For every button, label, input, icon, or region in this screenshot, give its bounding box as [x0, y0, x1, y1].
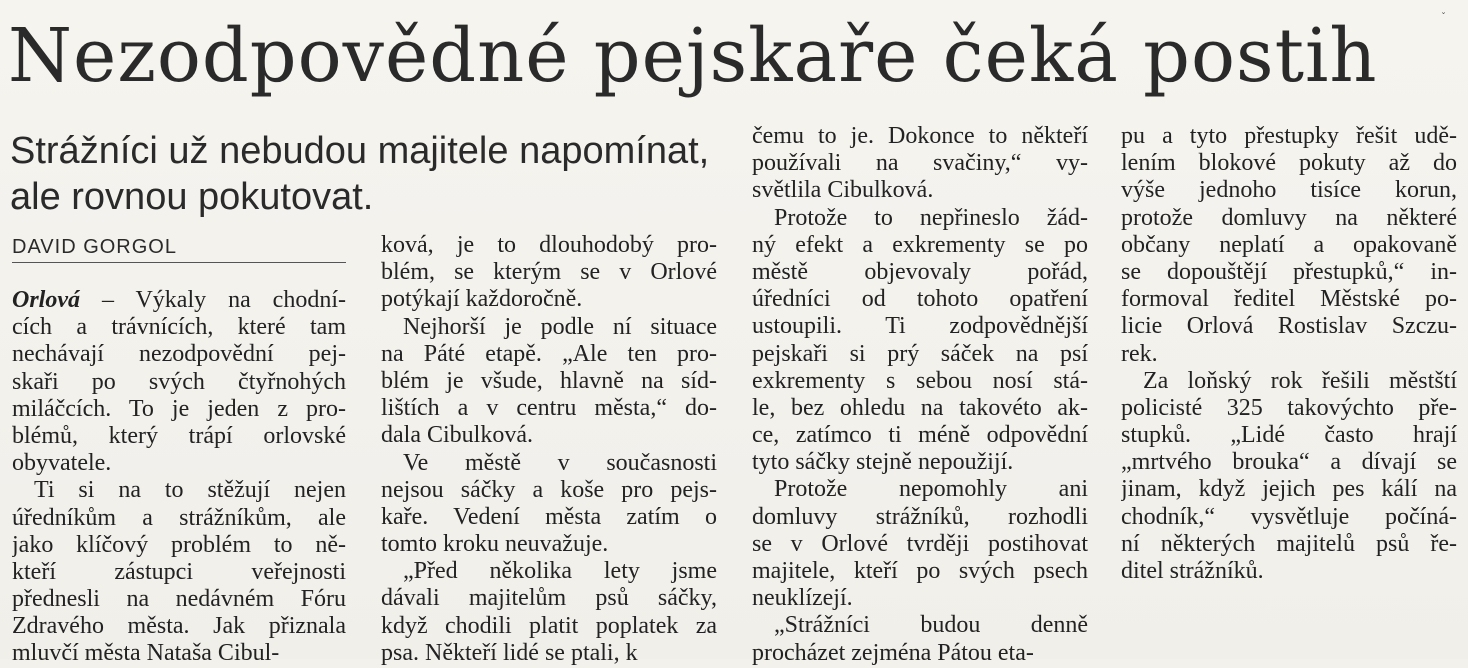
article-text-line: Protože nepomohly ani — [774, 476, 1088, 503]
article-text-line: „Před několika lety jsme — [403, 558, 717, 585]
article-text-line: „Strážníci budou denně — [774, 612, 1088, 639]
article-text-line: přednesli na nedávném Fóru — [12, 586, 346, 613]
article-text-line: Zdravého města. Jak přiznala — [12, 613, 346, 640]
article-text-line: úředníci od tohoto opatření — [752, 286, 1088, 313]
subtitle-line: Strážníci už nebudou majitele napomínat, — [10, 130, 710, 172]
article-text-line — [12, 287, 346, 314]
article-text-line: skaři po svých čtyřnohých — [12, 368, 346, 395]
article-text-line: „mrtvého brouka“ a dívají se — [1121, 449, 1457, 476]
article-text-line: protože domluvy na některé — [1121, 204, 1457, 231]
article-text-line: mluvčí města Nataša Cibul- — [12, 640, 280, 667]
article-text-line: neuklízejí. — [752, 585, 853, 612]
article-text-line: Protože to nepřineslo žád- — [774, 204, 1088, 231]
article-text-line: městě objevovaly pořád, — [752, 258, 1088, 285]
article-text-line: obyvatele. — [12, 450, 112, 477]
article-text-line: úředníkům a strážníkům, ale — [12, 504, 346, 531]
article-text-line: používali na svačiny,“ vy- — [752, 150, 1088, 177]
article-text-line: ditel strážníků. — [1121, 558, 1264, 584]
subtitle — [10, 128, 710, 220]
article-text-line: jinam, když jejich pes kálí na — [1121, 476, 1457, 503]
article-text-line: stupků. „Lidé často hrají — [1121, 422, 1457, 449]
subtitle-line: ale rovnou pokutovat. — [10, 176, 374, 218]
article-text-line: potýkají každoročně. — [381, 286, 583, 313]
article-text-line: na Páté etapě. „Ale ten pro- — [381, 340, 717, 367]
article-text-line: čemu to je. Dokonce to někteří — [752, 123, 1088, 149]
article-text-line: rek. — [1121, 340, 1158, 367]
article-text-line: tomto kroku neuvažuje. — [381, 531, 609, 558]
article-column-2 — [381, 232, 717, 667]
byline: DAVID GORGOL — [12, 234, 346, 263]
article-text-line: Ti si na to stěžují nejen — [34, 477, 346, 504]
article-text-line: nechávají nezodpovědní pej- — [12, 341, 346, 368]
article-text-line: ní některých majitelů psů ře- — [1121, 530, 1457, 557]
headline: Nezodpovědné pejskaře čeká postih — [8, 13, 1378, 99]
article-text-line: exkrementy s sebou nosí stá- — [752, 367, 1088, 394]
article-text-line: licie Orlová Rostislav Szczu- — [1121, 313, 1457, 340]
article-text-line: Nejhorší je podle ní situace — [403, 313, 717, 340]
article-text-line: psa. Někteří lidé se ptali, k — [381, 639, 638, 666]
article-text-line: ce, zatímco ti méně odpovědní — [752, 422, 1088, 449]
article-text-line: Za loňský rok řešili městští — [1143, 367, 1457, 394]
article-text-line: pu a tyto přestupky řešit udě- — [1121, 123, 1457, 149]
article-text-line: lištích a v centru města,“ do- — [381, 395, 717, 422]
article-text-line: se dopouštějí přestupků,“ in- — [1121, 258, 1457, 285]
article-text-fragment: – Výkaly na chodní- — [101, 287, 346, 313]
article-text-line: procházet zejména Pátou eta- — [752, 639, 1034, 666]
article-text-line: jako klíčový problém to ně- — [12, 531, 346, 558]
article-text-line: světlila Cibulková. — [752, 177, 934, 204]
article-text-line: domluvy strážníků, rozhodli — [752, 503, 1088, 530]
article-text-line: blém, se kterým se v Orlové — [381, 259, 717, 286]
article-column-3 — [752, 123, 1088, 667]
article-text-line: le, bez ohledu na takovéto ak- — [752, 394, 1088, 421]
article-text-line: policisté 325 takovýchto pře- — [1121, 394, 1457, 421]
article-text-line: ný efekt a exkrementy se po — [752, 231, 1088, 258]
article-text-line: pejskaři si prý sáček na psí — [752, 340, 1088, 367]
article-text-line: cích a trávnících, které tam — [12, 314, 346, 341]
article-text-line: formoval ředitel Městské po- — [1121, 286, 1457, 313]
article-text-line: dala Cibulková. — [381, 422, 533, 449]
article-text-line: majitele, kteří po svých psech — [752, 558, 1088, 584]
article-text-line: chodník,“ vysvětluje počíná- — [1121, 503, 1457, 530]
article-column-4 — [1121, 123, 1457, 585]
article-text-line: lením blokové pokuty až do — [1121, 150, 1457, 177]
article-text-line: blém je všude, hlavně na síd- — [381, 367, 717, 394]
article-text-line: občany neplatí a opakovaně — [1121, 231, 1457, 258]
dateline: Orlová — [12, 287, 80, 313]
article-column-1 — [12, 287, 346, 668]
article-text-line: miláčcích. To je jeden z pro- — [12, 395, 346, 422]
article-text-line: nejsou sáčky a koše pro pejs- — [381, 476, 717, 503]
article-text-line: tyto sáčky stejně nepoužijí. — [752, 449, 1014, 476]
article-text-line: výše jednoho tisíce korun, — [1121, 177, 1457, 204]
article-text-line: kteří zástupci veřejnosti — [12, 558, 346, 585]
article-text-line: blémů, který trápí orlovské — [12, 422, 346, 449]
article-text-line: ková, je to dlouhodobý pro- — [381, 232, 717, 258]
article-text-line: když chodili platit poplatek za — [381, 612, 717, 639]
article-text-line: ustoupili. Ti zodpovědnější — [752, 313, 1088, 340]
article-text-line: se v Orlové tvrději postihovat — [752, 530, 1088, 557]
article-text-line: dávali majitelům psů sáčky, — [381, 585, 717, 612]
article-text-line: Ve městě v současnosti — [403, 449, 717, 476]
corner-mark: ˇ — [1441, 12, 1446, 23]
article-text-line: kaře. Vedení města zatím o — [381, 503, 717, 530]
